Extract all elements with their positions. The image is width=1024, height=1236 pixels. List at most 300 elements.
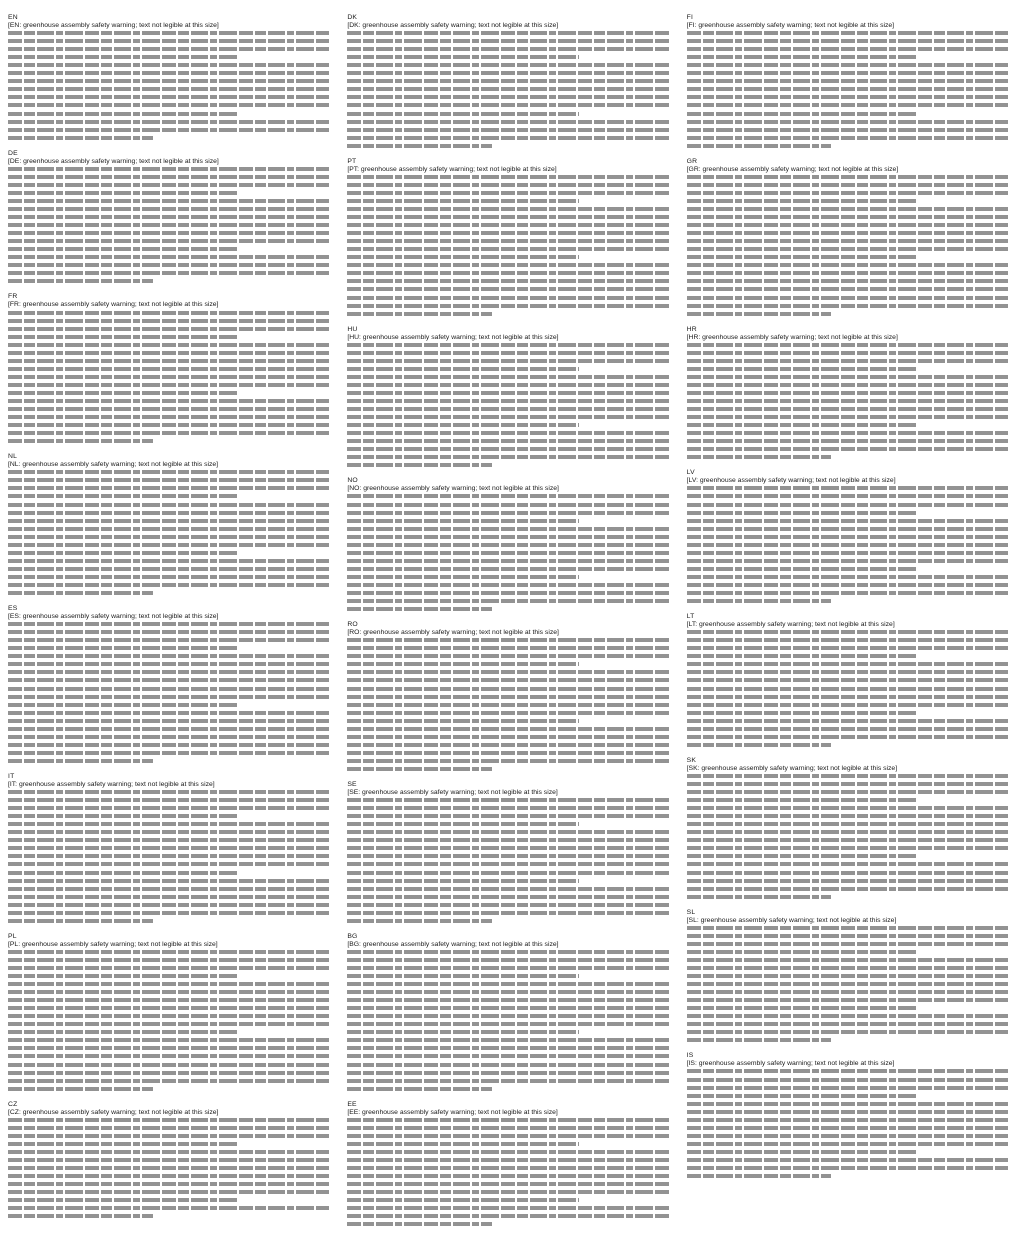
lang-code: CZ xyxy=(8,1100,18,1108)
text-line xyxy=(687,814,1008,818)
text-line xyxy=(687,727,1008,731)
text-line xyxy=(347,1142,578,1146)
column-1 xyxy=(8,14,329,1236)
text-line xyxy=(8,136,153,140)
text-line xyxy=(687,782,1008,786)
text-line xyxy=(8,247,239,251)
text-line xyxy=(8,207,329,211)
text-line xyxy=(687,527,1008,531)
lang-code: ES xyxy=(8,605,18,613)
text-line xyxy=(8,1038,329,1042)
text-line xyxy=(8,511,329,515)
text-line xyxy=(347,231,668,235)
text-line xyxy=(687,415,1008,419)
text-line xyxy=(8,982,329,986)
text-line xyxy=(687,599,832,603)
text-line xyxy=(687,447,1008,451)
text-line xyxy=(687,798,918,802)
text-line xyxy=(687,743,832,747)
lang-text: [FI: greenhouse assembly safety warning; text not legible at this size] xyxy=(686,22,895,29)
text-line xyxy=(8,622,329,626)
placeholder-text-lines xyxy=(347,175,668,316)
text-line xyxy=(687,854,918,858)
lang-code: SE xyxy=(347,781,357,789)
text-line xyxy=(347,183,668,187)
placeholder-text-lines xyxy=(687,630,1008,747)
text-line xyxy=(8,727,329,731)
lang-text: [ES: greenhouse assembly safety warning; text not legible at this size] xyxy=(8,613,219,621)
text-line xyxy=(8,958,329,962)
text-line xyxy=(347,271,668,275)
text-line xyxy=(8,1190,329,1194)
text-line xyxy=(687,247,1008,251)
lang-block-is xyxy=(687,1052,1008,1182)
text-line xyxy=(687,79,1008,83)
lang-code: SK xyxy=(686,756,697,764)
lang-code: EE xyxy=(347,1100,357,1108)
text-line xyxy=(687,591,1008,595)
text-line xyxy=(8,630,329,634)
text-line xyxy=(8,439,153,443)
text-line xyxy=(8,790,329,794)
text-line xyxy=(347,39,668,43)
lang-text: [CZ: greenhouse assembly safety warning; text not legible at this size] xyxy=(8,1108,219,1116)
text-line xyxy=(347,463,492,467)
text-line xyxy=(347,1214,668,1218)
text-line xyxy=(687,1118,1008,1122)
lang-text: [GR: greenhouse assembly safety warning; text not legible at this size] xyxy=(686,165,899,173)
text-line xyxy=(347,1150,668,1154)
text-line xyxy=(687,431,1008,435)
text-line xyxy=(347,599,668,603)
text-line xyxy=(347,1006,668,1010)
text-line xyxy=(687,974,1008,978)
text-line xyxy=(347,687,668,691)
lang-text: [PT: greenhouse assembly safety warning; text not legible at this size] xyxy=(347,165,557,173)
lang-code: IT xyxy=(8,772,15,780)
text-line xyxy=(8,814,239,818)
column-2 xyxy=(347,14,668,1236)
text-line xyxy=(8,535,329,539)
text-line xyxy=(8,798,329,802)
text-line xyxy=(8,175,329,179)
text-line xyxy=(8,399,329,403)
lang-text: [SK: greenhouse assembly safety warning; text not legible at this size] xyxy=(686,764,898,772)
lang-code: FI xyxy=(686,14,694,21)
text-line xyxy=(687,1069,1008,1073)
text-line xyxy=(347,1063,668,1067)
text-line xyxy=(347,455,668,459)
text-line xyxy=(347,1166,668,1170)
lang-text: [LT: greenhouse assembly safety warning; text not legible at this size] xyxy=(686,621,895,629)
placeholder-text-lines xyxy=(347,343,668,468)
lang-block-fi xyxy=(687,14,1008,152)
lang-block-pl xyxy=(8,933,329,1095)
text-line xyxy=(8,1134,329,1138)
text-line xyxy=(347,670,668,674)
text-line xyxy=(8,822,329,826)
text-line xyxy=(8,575,329,579)
text-line xyxy=(687,1102,1008,1106)
text-line xyxy=(687,287,1008,291)
placeholder-text-lines xyxy=(8,622,329,763)
text-line xyxy=(687,966,1008,970)
text-line xyxy=(687,678,1008,682)
text-line xyxy=(347,120,668,124)
text-line xyxy=(347,903,668,907)
text-line xyxy=(8,591,153,595)
text-line xyxy=(8,223,329,227)
placeholder-text-lines xyxy=(347,31,668,148)
lang-code: NO xyxy=(347,477,358,485)
text-line xyxy=(347,1206,668,1210)
text-line xyxy=(347,678,668,682)
text-line xyxy=(8,998,329,1002)
text-line xyxy=(8,311,329,315)
text-line xyxy=(8,950,329,954)
lang-block-ro xyxy=(347,621,668,775)
text-line xyxy=(8,1174,329,1178)
text-line xyxy=(8,903,329,907)
text-line xyxy=(347,312,492,316)
text-line xyxy=(347,63,668,67)
text-line xyxy=(347,862,668,866)
text-line xyxy=(347,304,668,308)
text-line xyxy=(687,950,918,954)
lang-block-fr xyxy=(8,293,329,447)
text-line xyxy=(8,407,329,411)
text-line xyxy=(8,319,329,323)
lang-text: [NL: greenhouse assembly safety warning; text not legible at this size] xyxy=(8,461,219,469)
text-line xyxy=(687,103,1008,107)
text-line xyxy=(687,662,1008,666)
lang-block-nl xyxy=(8,453,329,599)
text-line xyxy=(687,511,918,515)
text-line xyxy=(687,71,1008,75)
lang-code: LT xyxy=(686,613,695,621)
placeholder-text-lines xyxy=(687,31,1008,148)
text-line xyxy=(8,191,239,195)
text-line xyxy=(8,128,329,132)
lang-text: [IT: greenhouse assembly safety warning; text not legible at this size] xyxy=(8,780,215,788)
text-line xyxy=(687,183,1008,187)
text-line xyxy=(347,743,668,747)
lang-text: [DE: greenhouse assembly safety warning; text not legible at this size] xyxy=(8,157,219,165)
text-line xyxy=(347,247,668,251)
text-line xyxy=(687,239,1008,243)
text-line xyxy=(347,998,668,1002)
lang-text: [HU: greenhouse assembly safety warning; text not legible at this size] xyxy=(347,333,559,341)
lang-text: [HR: greenhouse assembly safety warning; text not legible at this size] xyxy=(686,333,898,341)
lang-block-en xyxy=(8,14,329,144)
text-line xyxy=(687,199,918,203)
text-line xyxy=(347,958,668,962)
text-line xyxy=(347,1190,668,1194)
text-line xyxy=(347,447,668,451)
text-line xyxy=(347,87,668,91)
text-line xyxy=(687,822,1008,826)
text-line xyxy=(8,1214,153,1218)
text-line xyxy=(8,687,329,691)
placeholder-text-lines xyxy=(347,494,668,611)
text-line xyxy=(687,207,1008,211)
text-line xyxy=(347,375,668,379)
text-line xyxy=(687,494,1008,498)
text-line xyxy=(687,806,1008,810)
lang-text: [BG: greenhouse assembly safety warning; text not legible at this size] xyxy=(347,940,559,948)
text-line xyxy=(347,1087,492,1091)
text-line xyxy=(347,128,668,132)
lang-code: NL xyxy=(8,453,18,461)
text-line xyxy=(687,638,1008,642)
text-line xyxy=(687,423,918,427)
text-line xyxy=(687,990,1008,994)
text-line xyxy=(687,263,1008,267)
text-line xyxy=(687,575,1008,579)
text-line xyxy=(687,719,1008,723)
text-line xyxy=(347,974,578,978)
text-line xyxy=(347,1198,578,1202)
text-line xyxy=(8,895,329,899)
text-line xyxy=(8,911,329,915)
text-line xyxy=(347,966,668,970)
lang-block-hr xyxy=(687,326,1008,464)
text-line xyxy=(347,695,668,699)
text-line xyxy=(687,136,1008,140)
text-line xyxy=(347,191,668,195)
text-line xyxy=(8,735,329,739)
text-line xyxy=(8,1063,329,1067)
text-line xyxy=(8,879,329,883)
placeholder-text-lines xyxy=(8,950,329,1091)
text-line xyxy=(347,407,668,411)
text-line xyxy=(347,814,668,818)
text-line xyxy=(347,895,668,899)
text-line xyxy=(8,1087,153,1091)
text-line xyxy=(347,279,668,283)
text-line xyxy=(687,630,1008,634)
text-line xyxy=(8,231,329,235)
placeholder-text-lines xyxy=(347,1118,668,1227)
column-3 xyxy=(687,14,1008,1236)
text-line xyxy=(347,263,668,267)
lang-code: EN xyxy=(8,14,18,21)
text-line xyxy=(8,375,329,379)
text-line xyxy=(8,1022,329,1026)
text-line xyxy=(8,79,329,83)
text-line xyxy=(8,719,329,723)
lang-block-pt xyxy=(347,158,668,320)
text-line xyxy=(687,87,1008,91)
text-line xyxy=(8,830,329,834)
text-line xyxy=(347,735,668,739)
text-line xyxy=(347,806,668,810)
text-line xyxy=(347,199,578,203)
text-line xyxy=(687,1158,1008,1162)
text-line xyxy=(8,711,329,715)
placeholder-text-lines xyxy=(8,790,329,923)
text-line xyxy=(687,191,1008,195)
text-line xyxy=(347,296,668,300)
text-line xyxy=(8,583,329,587)
lang-text: [FR: greenhouse assembly safety warning; text not legible at this size] xyxy=(8,301,219,309)
lang-block-dk xyxy=(347,14,668,152)
text-line xyxy=(347,527,668,531)
text-line xyxy=(8,199,329,203)
text-line xyxy=(8,1206,329,1210)
text-line xyxy=(687,1006,918,1010)
text-line xyxy=(347,223,668,227)
text-line xyxy=(8,103,329,107)
text-line xyxy=(8,63,329,67)
text-line xyxy=(687,1142,1008,1146)
text-line xyxy=(687,670,1008,674)
text-line xyxy=(8,862,329,866)
text-line xyxy=(8,279,153,283)
placeholder-text-lines xyxy=(347,798,668,923)
lang-code: DK xyxy=(347,14,358,21)
text-line xyxy=(687,735,1008,739)
text-line xyxy=(687,255,918,259)
lang-block-gr xyxy=(687,158,1008,320)
text-line xyxy=(347,583,668,587)
text-line xyxy=(687,1110,1008,1114)
text-line xyxy=(347,359,668,363)
lang-text: [SL: greenhouse assembly safety warning; text not legible at this size] xyxy=(686,916,897,924)
text-line xyxy=(687,934,1008,938)
text-line xyxy=(687,551,1008,555)
text-line xyxy=(8,87,329,91)
text-line xyxy=(687,862,1008,866)
text-line xyxy=(687,95,1008,99)
lang-code: PT xyxy=(347,157,357,165)
text-line xyxy=(347,343,668,347)
text-line xyxy=(687,830,1008,834)
lang-text: [NO: greenhouse assembly safety warning; text not legible at this size] xyxy=(347,485,559,493)
text-line xyxy=(347,982,668,986)
text-line xyxy=(687,367,918,371)
text-line xyxy=(347,439,668,443)
text-line xyxy=(687,1014,1008,1018)
placeholder-text-lines xyxy=(8,31,329,140)
text-line xyxy=(347,431,668,435)
text-line xyxy=(687,144,832,148)
text-line xyxy=(8,271,329,275)
text-line xyxy=(687,1030,1008,1034)
text-line xyxy=(8,367,329,371)
placeholder-text-lines xyxy=(687,774,1008,899)
text-line xyxy=(347,1182,668,1186)
text-line xyxy=(347,535,668,539)
text-line xyxy=(687,439,1008,443)
text-line xyxy=(687,383,1008,387)
text-line xyxy=(687,846,1008,850)
text-line xyxy=(347,287,668,291)
text-line xyxy=(347,1079,668,1083)
text-line xyxy=(8,1046,329,1050)
text-line xyxy=(687,455,832,459)
text-line xyxy=(8,263,329,267)
text-line xyxy=(347,144,492,148)
text-line xyxy=(687,503,1008,507)
text-line xyxy=(347,207,668,211)
text-line xyxy=(8,39,329,43)
text-line xyxy=(347,551,668,555)
lang-code: PL xyxy=(8,932,17,940)
text-line xyxy=(687,128,1008,132)
text-line xyxy=(687,958,1008,962)
text-line xyxy=(8,703,239,707)
text-line xyxy=(347,494,668,498)
text-line xyxy=(8,1014,329,1018)
text-line xyxy=(347,391,668,395)
lang-block-bg xyxy=(347,933,668,1095)
text-line xyxy=(687,39,1008,43)
text-line xyxy=(687,871,1008,875)
text-line xyxy=(8,1054,329,1058)
lang-block-ee xyxy=(347,1101,668,1231)
text-line xyxy=(347,367,578,371)
text-line xyxy=(347,662,578,666)
text-line xyxy=(687,1150,918,1154)
text-line xyxy=(8,1158,329,1162)
text-line xyxy=(687,687,1008,691)
text-line xyxy=(8,919,153,923)
lang-block-se xyxy=(347,781,668,927)
lang-block-es xyxy=(8,605,329,767)
text-line xyxy=(347,1174,668,1178)
text-line xyxy=(687,407,1008,411)
text-line xyxy=(8,47,329,51)
text-line xyxy=(347,1118,668,1122)
text-line xyxy=(347,950,668,954)
text-line xyxy=(8,31,329,35)
text-line xyxy=(347,103,668,107)
text-line xyxy=(347,399,668,403)
text-line xyxy=(687,215,1008,219)
text-line xyxy=(347,415,668,419)
text-line xyxy=(687,790,1008,794)
text-line xyxy=(347,1046,668,1050)
text-line xyxy=(687,279,1008,283)
lang-code: HU xyxy=(347,325,358,333)
text-line xyxy=(8,478,329,482)
text-line xyxy=(347,55,578,59)
text-line xyxy=(347,703,668,707)
text-line xyxy=(687,1174,832,1178)
placeholder-text-lines xyxy=(687,486,1008,603)
lang-block-sl xyxy=(687,909,1008,1047)
text-line xyxy=(347,1054,668,1058)
text-line xyxy=(687,112,918,116)
text-line xyxy=(8,662,329,666)
text-line xyxy=(8,670,329,674)
text-line xyxy=(8,391,239,395)
text-line xyxy=(8,423,329,427)
text-line xyxy=(347,71,668,75)
text-line xyxy=(687,1078,1008,1082)
text-line xyxy=(347,215,668,219)
text-line xyxy=(8,335,239,339)
text-line xyxy=(8,343,329,347)
text-line xyxy=(347,1022,668,1026)
text-line xyxy=(347,830,668,834)
text-line xyxy=(687,519,1008,523)
text-line xyxy=(687,63,1008,67)
text-line xyxy=(687,567,918,571)
text-line xyxy=(347,383,668,387)
lang-block-cz xyxy=(8,1101,329,1223)
